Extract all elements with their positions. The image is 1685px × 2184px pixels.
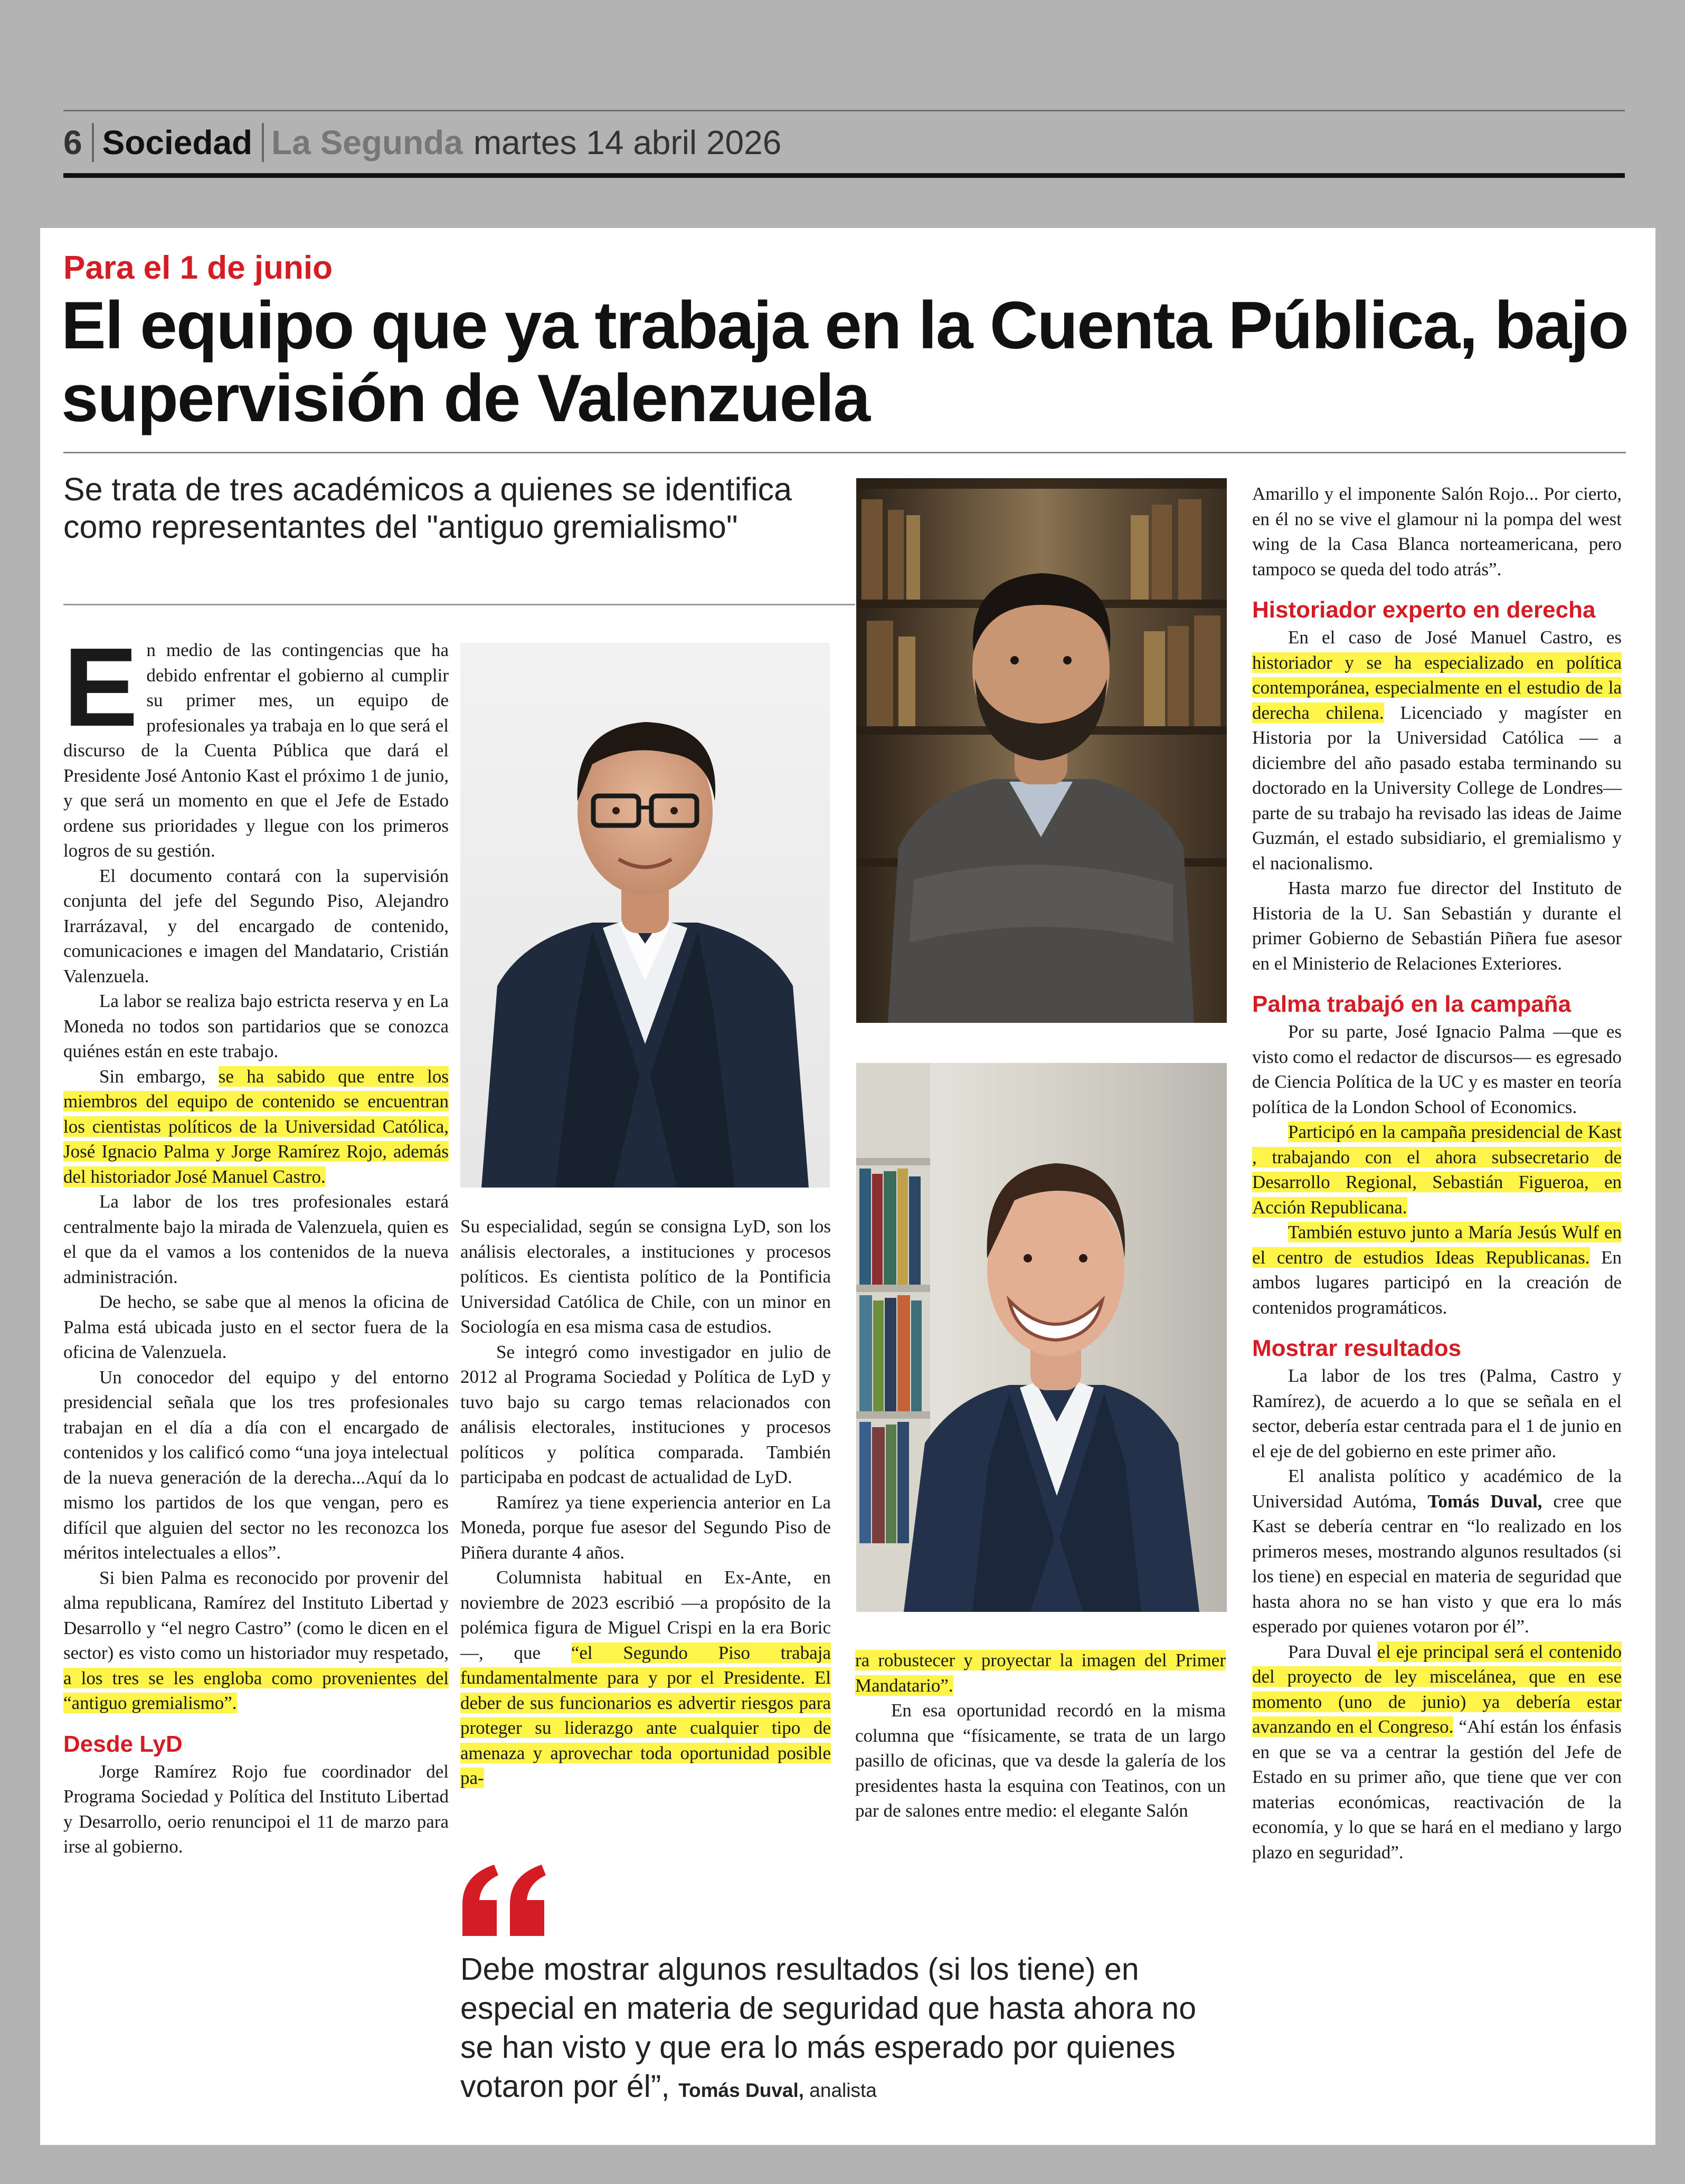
paragraph: Se integró como investigador en julio de 2012 al Programa Sociedad y Política de LyD y tuvo bajo su cargo temas relacionados con análisis electorales, instituciones y procesos políticos y política comparada. También participaba en podcast de actualidad de LyD. xyxy=(460,1341,831,1487)
paragraph: Jorge Ramírez Rojo fue coordinador del Programa Sociedad y Política del Instituto Libertad y Desarrollo, oerio renuncipoi el 11 de marzo para irse al gobierno. xyxy=(63,1761,449,1857)
highlighted-text: Participó en la campaña presidencial de Kast , trabajando con el ahora subsecretario de Desarrollo Regional, Sebastián Figueroa, en Acción Republicana. xyxy=(1252,1122,1622,1218)
quote-text: Debe mostrar algunos resultados (si los tiene) en especial en materia de seguridad que hasta ahora no se han visto y que era lo más esperado por quienes votaron por él”, xyxy=(460,1952,1197,2104)
paragraph: De hecho, se sabe que al menos la oficina de Palma está ubicada justo en el sector fuera de la oficina de Valenzuela. xyxy=(63,1292,449,1362)
paragraph: Un conocedor del equipo y del entorno presidencial señala que los tres profesionales trabajan en el día a día con el encargado de contenidos y los calificó como “una joya intelectual de la nueva generación de la derecha...Aquí da lo mismo los partidos de los que vengan, pero es difícil que alguien del sector no les reconozca los méritos intelectuales a ellos”. xyxy=(63,1366,449,1563)
quote-author-role: analista xyxy=(804,2079,877,2101)
subheading: Palma trabajó en la campaña xyxy=(1252,991,1572,1017)
column-3 xyxy=(855,1648,1226,1824)
page-number: 6 xyxy=(63,123,94,162)
paragraph: Hasta marzo fue director del Instituto de Historia de la U. San Sebastián y durante el primer Gobierno de Sebastián Piñera fue asesor en el Ministerio de Relaciones Exteriores. xyxy=(1252,878,1622,974)
paragraph: Sin embargo, se ha sabido que entre los miembros del equipo de contenido se encuentran los cientistas políticos de la Universidad Católica, José Ignacio Palma y Jorge Ramírez Rojo, además del historiador José Manuel Castro. xyxy=(63,1066,449,1187)
article-deck: Se trata de tres académicos a quienes se identifica como representantes del "antiguo gremialismo" xyxy=(63,471,792,545)
paragraph: El analista político y académico de la Universidad Autóma, Tomás Duval, cree que Kast se debería centrar en “lo realizado en los primeros meses, mostrando algunos resultados (si los tiene) en especial en materia de seguridad que hasta ahora no se han visto y que era lo más esperado por quienes votaron por él”. xyxy=(1252,1466,1622,1637)
masthead-top-rule xyxy=(63,110,1625,111)
newspaper-brand: La Segunda xyxy=(271,124,463,162)
subheading: Historiador experto en derecha xyxy=(1252,597,1596,623)
headline-rule xyxy=(63,452,1626,453)
pull-quote xyxy=(460,1950,1220,2110)
masthead xyxy=(63,115,781,170)
paragraph: La labor se realiza bajo estricta reserva y en La Moneda no todos son partidarios que se conozca quiénes están en este trabajo. xyxy=(63,991,449,1061)
drop-cap: E xyxy=(63,624,138,749)
bold-name: Tomás Duval, xyxy=(1427,1490,1542,1512)
paragraph: En medio de las contingencias que ha debido enfrentar el gobierno al cumplir su primer mes, un equipo de profesionales ya trabaja en lo que será el discurso de la Cuenta Pública que dará el Presidente José Antonio Kast el próximo 1 de junio, y que será un momento en que el Jefe de Estado ordene sus prioridades y llegue con los primeros logros de su gestión. xyxy=(63,624,449,861)
article-headline: El equipo que ya trabaja en la Cuenta Pública, bajo supervisión de Valenzuela xyxy=(61,288,1628,435)
highlighted-text: ra robustecer y proyectar la imagen del Primer Mandatario”. xyxy=(855,1650,1226,1696)
paragraph: Su especialidad, según se consigna LyD, son los análisis electorales, a instituciones y procesos políticos. Es cientista político de la Pontificia Universidad Católica de Chile, con un minor en Sociología en esa misma casa de estudios. xyxy=(460,1216,831,1337)
paragraph: Ramírez ya tiene experiencia anterior en La Moneda, porque fue asesor del Segundo Piso de Piñera durante 4 años. xyxy=(460,1492,831,1563)
paragraph: Amarillo y el imponente Salón Rojo... Por cierto, en él no se vive el glamour ni la pompa del west wing de la Casa Blanca norteamericana, pero tampoco se queda del todo atrás”. xyxy=(1252,483,1622,580)
portrait-photo-smiling xyxy=(856,1063,1227,1612)
highlighted-text: se ha sabido que entre los miembros del equipo de contenido se encuentran los cientistas políticos de la Universidad Católica, José Ignacio Palma y Jorge Ramírez Rojo, además del historiador José Manuel Castro. xyxy=(63,1066,449,1187)
issue-date: martes 14 abril 2026 xyxy=(473,124,782,162)
column-1 xyxy=(63,624,449,1859)
paragraph: La labor de los tres profesionales estará centralmente bajo la mirada de Valenzuela, quien es el que da el vamos a los contenidos de la nueva administración. xyxy=(63,1191,449,1287)
portrait-photo-library xyxy=(856,478,1227,1023)
paragraph xyxy=(1252,1119,1622,1220)
paragraph: También estuvo junto a María Jesús Wulf en el centro de estudios Ideas Republicanas. En ambos lugares participó en la creación de contenidos programáticos. xyxy=(1252,1222,1622,1318)
paragraph: Por su parte, José Ignacio Palma —que es visto como el redactor de discursos— es egresado de Ciencia Política de la UC y es master en teoría política de la London School of Economics. xyxy=(1252,1021,1622,1117)
section-name: Sociedad xyxy=(94,123,264,162)
highlighted-text: historiador y se ha especializado en política contemporánea, especialmente en el estudio de la derecha chilena. xyxy=(1252,652,1622,723)
subheading: Desde LyD xyxy=(63,1731,183,1757)
highlighted-text: “el Segundo Piso trabaja fundamentalmente para y por el Presidente. El deber de sus funcionarios es advertir riesgos para proteger su liderazgo ante cualquier tipo de amenaza y aprovechar toda oportunidad posible pa- xyxy=(460,1642,831,1788)
paragraph: El documento contará con la supervisión conjunta del jefe del Segundo Piso, Alejandro Irarrázaval, y del encargado de contenido, comunicaciones e imagen del Mandatario, Cristián Valenzuela. xyxy=(63,865,449,986)
highlighted-text: a los tres se les engloba como provenientes del “antiguo gremialismo”. xyxy=(63,1667,449,1713)
highlighted-text: También estuvo junto a María Jesús Wulf en el centro de estudios Ideas Republicanas. xyxy=(1252,1222,1622,1268)
paragraph: La labor de los tres (Palma, Castro y Ramírez), de acuerdo a lo que se señala en el sector, debería estar centrada para el 1 de junio en el eje de del gobierno en este primer año. xyxy=(1252,1365,1622,1461)
paragraph: Columnista habitual en Ex-Ante, en noviembre de 2023 escribió —a propósito de la polémica figura de Miguel Crispi en la era Boric—, que “el Segundo Piso trabaja fundamentalmente para y por el Presidente. El deber de sus funcionarios es advertir riesgos para proteger su liderazgo ante cualquier tipo de amenaza y aprovechar toda oportunidad posible pa- xyxy=(460,1567,831,1788)
quote-author: Tomás Duval, xyxy=(678,2079,804,2101)
highlighted-text: el eje principal será el contenido del proyecto de ley miscelánea, que en ese momento (uno de junio) ya debería estar avanzando en el Congreso. xyxy=(1252,1641,1622,1737)
portrait-photo-glasses xyxy=(460,643,830,1188)
paragraph: Si bien Palma es reconocido por provenir del alma republicana, Ramírez del Instituto Libertad y Desarrollo y “el negro Castro” (como le dicen en el sector) es visto como un historiador muy respetado, a los tres se les engloba como provenientes del “antiguo gremialismo”. xyxy=(63,1567,449,1713)
subheading: Mostrar resultados xyxy=(1252,1335,1462,1361)
paragraph: En esa oportunidad recordó en la misma columna que “físicamente, se trata de un largo pasillo de oficinas, que va desde la galería de los presidentes hasta la esquina con Teatinos, con un par de salones entre medio: el elegante Salón xyxy=(855,1700,1226,1821)
paragraph: En el caso de José Manuel Castro, es historiador y se ha especializado en política contemporánea, especialmente en el estudio de la derecha chilena. Licenciado y magíster en Historia por la Universidad Católica — a diciembre del año pasado estaba terminando su doctorado en la University College de Londres— parte de su trabajo ha revisado las ideas de Jaime Guzmán, el estado subsidiario, el gremialismo y el nacionalismo. xyxy=(1252,627,1622,873)
paragraph xyxy=(855,1648,1226,1698)
paragraph: Para Duval el eje principal será el contenido del proyecto de ley miscelánea, que en ese momento (uno de junio) ya debería estar avanzando en el Congreso. “Ahí están los énfasis en que se va a centrar la gestión del Jefe de Estado en su primer año, que tiene que ver con materias económicas, reactivación de la economía, y lo que se hará en el mediano y largo plazo en seguridad”. xyxy=(1252,1641,1622,1863)
masthead-bottom-rule xyxy=(63,173,1625,178)
article-kicker: Para el 1 de junio xyxy=(63,250,333,286)
column-2 xyxy=(460,1214,831,1791)
quote-mark-icon xyxy=(457,1862,552,1941)
deck-rule xyxy=(63,604,855,605)
column-4 xyxy=(1252,481,1622,1865)
article-page xyxy=(40,228,1655,2145)
